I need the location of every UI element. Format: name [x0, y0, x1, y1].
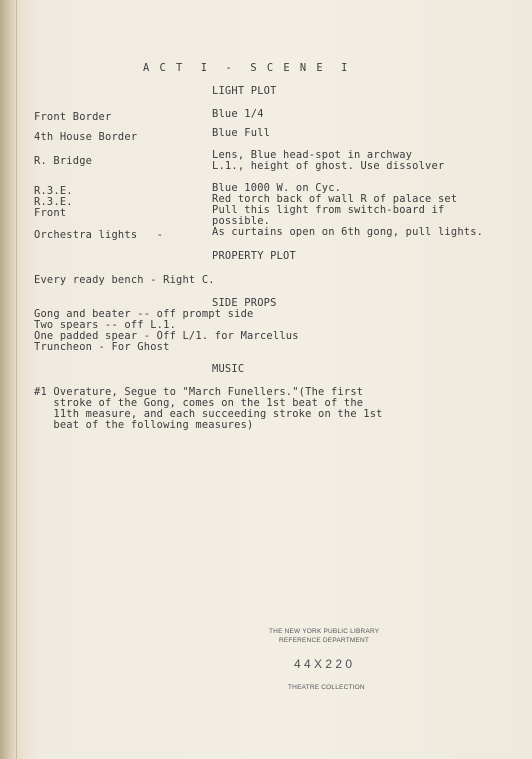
light-cue: Blue Full: [212, 127, 271, 139]
light-cue: Red torch back of wall R of palace set: [212, 193, 458, 205]
library-stamp-line3: THEATRE COLLECTION: [288, 684, 365, 691]
light-cue: Blue 1/4: [212, 108, 264, 120]
light-cue: Blue 1000 W. on Cyc.: [212, 182, 342, 194]
light-cue: As curtains open on 6th gong, pull lights.: [212, 226, 484, 238]
library-stamp-line1: THE NEW YORK PUBLIC LIBRARY: [269, 628, 380, 635]
light-label: Front: [34, 207, 67, 219]
light-cue: L.1., height of ghost. Use dissolver: [212, 160, 445, 172]
light-label: R. Bridge: [34, 155, 93, 167]
side-prop-item: One padded spear - Off L/1. for Marcellus: [34, 330, 299, 342]
light-cue: possible.: [212, 215, 271, 227]
music-title: MUSIC: [212, 363, 245, 375]
music-line: 11th measure, and each succeeding stroke on the 1st: [34, 408, 383, 420]
light-label: R.3.E.: [34, 196, 73, 208]
property-plot-title: PROPERTY PLOT: [212, 250, 296, 262]
light-label: Front Border: [34, 111, 112, 123]
light-label: 4th House Border: [34, 131, 138, 143]
light-label: Orchestra lights -: [34, 229, 164, 241]
library-stamp-number: 4 4 X 2 2 0: [294, 657, 353, 671]
side-props-title: SIDE PROPS: [212, 297, 277, 309]
light-cue: Lens, Blue head-spot in archway: [212, 149, 413, 161]
act-scene-heading: A C T I - S C E N E I: [143, 62, 350, 74]
music-line: #1 Overature, Segue to "March Funellers."(The first: [34, 386, 364, 398]
light-label: R.3.E.: [34, 185, 73, 197]
music-line: stroke of the Gong, comes on the 1st beat of the: [34, 397, 364, 409]
side-prop-item: Truncheon - For Ghost: [34, 341, 170, 353]
page-binding-edge: [0, 0, 17, 759]
light-plot-title: LIGHT PLOT: [212, 85, 277, 97]
light-cue: Pull this light from switch-board if: [212, 204, 445, 216]
library-stamp-line2: REFERENCE DEPARTMENT: [279, 637, 370, 644]
side-prop-item: Two spears -- off L.1.: [34, 319, 177, 331]
property-line: Every ready bench - Right C.: [34, 274, 215, 286]
music-line: beat of the following measures): [34, 419, 254, 431]
side-prop-item: Gong and beater -- off prompt side: [34, 308, 254, 320]
